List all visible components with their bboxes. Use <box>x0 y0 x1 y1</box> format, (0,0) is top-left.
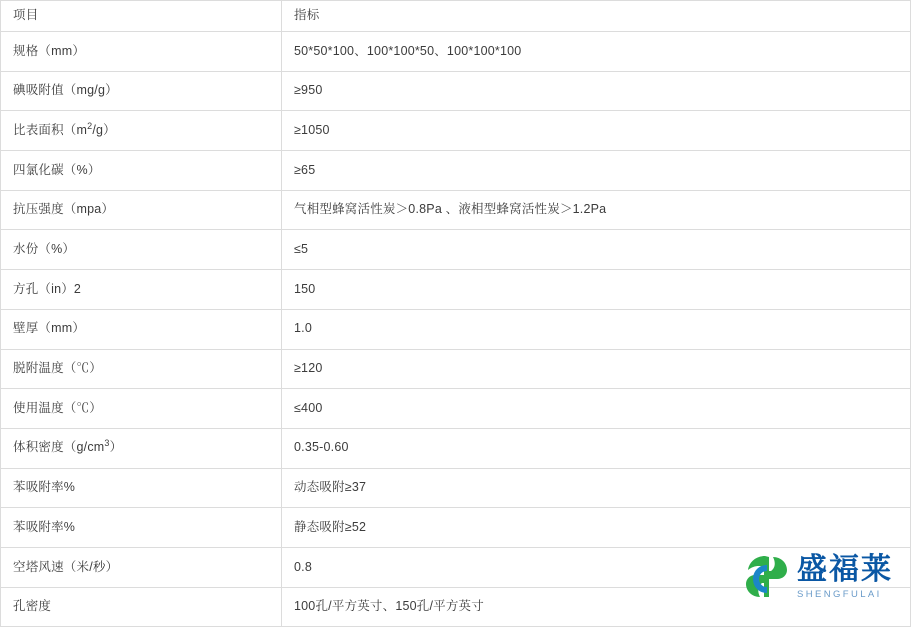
row-item-value: 50*50*100、100*100*50、100*100*100 <box>282 32 911 72</box>
row-item-label: 四氯化碳（%） <box>1 151 282 191</box>
row-item-label: 脱附温度（℃） <box>1 349 282 389</box>
row-item-value: 0.8 <box>282 547 911 587</box>
row-item-label: 体积密度$(g/cm^3)$ <box>1 428 282 468</box>
row-item-value: ≥950 <box>282 71 911 111</box>
row-item-value: ≥65 <box>282 151 911 191</box>
row-item-value: ≤400 <box>282 389 911 429</box>
table-row <box>1 547 911 587</box>
row-item-value: 100孔/平方英寸、150孔/平方英寸 <box>282 587 911 627</box>
row-item-value: 动态吸附≥37 <box>282 468 911 508</box>
logo-name-cn: 盛福莱 <box>797 552 893 586</box>
row-item-label: 碘吸附值（mg/g） <box>1 71 282 111</box>
table-row <box>1 270 911 310</box>
table-row <box>1 111 911 151</box>
row-item-value: ≥1050 <box>282 111 911 151</box>
table-row <box>1 309 911 349</box>
row-item-label: 空塔风速（米/秒） <box>1 547 282 587</box>
header-cell-value: 指标 <box>282 1 911 32</box>
row-item-label: 方孔（in）2 <box>1 270 282 310</box>
table-row <box>1 151 911 191</box>
row-item-label: 比表面积$(m^2/g)$ <box>1 111 282 151</box>
table-row <box>1 428 911 468</box>
row-item-value: 气相型蜂窝活性炭＞0.8Pa 、液相型蜂窝活性炭＞1.2Pa <box>282 190 911 230</box>
row-item-label: 苯吸附率% <box>1 508 282 548</box>
row-item-label: 水份（%） <box>1 230 282 270</box>
row-item-value: 150 <box>282 270 911 310</box>
table-row <box>1 349 911 389</box>
row-item-label: 苯吸附率% <box>1 468 282 508</box>
table-row <box>1 71 911 111</box>
table-header-row <box>1 1 911 32</box>
row-item-value: ≥120 <box>282 349 911 389</box>
row-item-label: 规格（mm） <box>1 32 282 72</box>
row-item-label: 壁厚（mm） <box>1 309 282 349</box>
row-item-value: 0.35-0.60 <box>282 428 911 468</box>
table-row <box>1 508 911 548</box>
row-item-value: 静态吸附≥52 <box>282 508 911 548</box>
table-row <box>1 190 911 230</box>
table-body <box>1 1 911 627</box>
row-item-value: ≤5 <box>282 230 911 270</box>
row-item-label: 使用温度（℃） <box>1 389 282 429</box>
row-item-label: 抗压强度（mpa） <box>1 190 282 230</box>
table-row <box>1 389 911 429</box>
table-row <box>1 230 911 270</box>
logo-name-en: SHENGFULAI <box>797 588 882 600</box>
table-row <box>1 32 911 72</box>
row-item-label: 孔密度 <box>1 587 282 627</box>
table-row <box>1 468 911 508</box>
header-cell-item: 项目 <box>1 1 282 32</box>
row-item-value: 1.0 <box>282 309 911 349</box>
